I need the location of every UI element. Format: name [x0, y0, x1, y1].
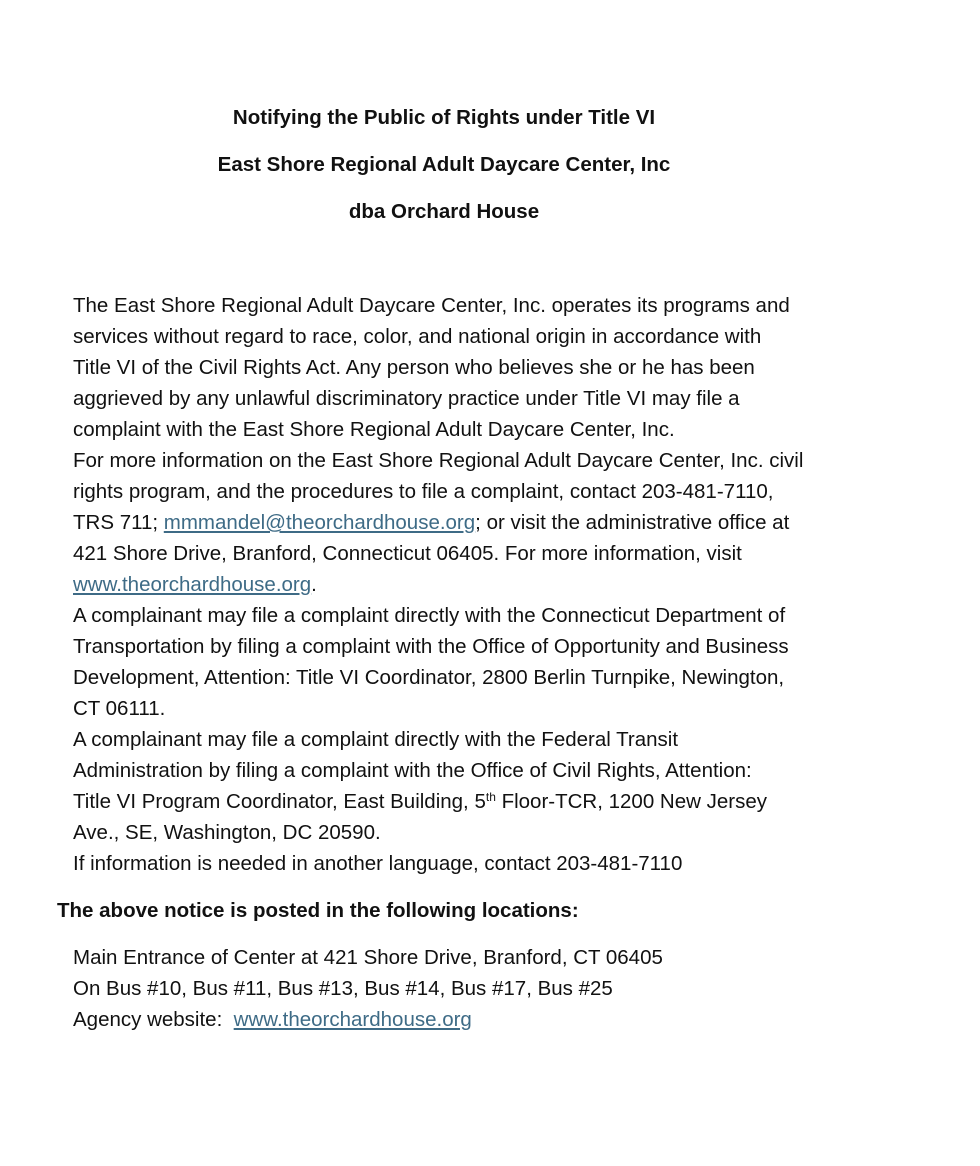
- text-segment: Floor-TCR, 1200 New Jersey: [495, 790, 768, 813]
- paragraph-line: CT 06111.: [73, 697, 166, 720]
- organization-name: East Shore Regional Adult Daycare Center, Inc: [217, 153, 671, 176]
- paragraph-line: Development, Attention: Title VI Coordinator, 2800 Berlin Turnpike, Newington,: [73, 666, 785, 689]
- document-title: Notifying the Public of Rights under Title VI: [232, 106, 656, 129]
- locations-heading: The above notice is posted in the following locations:: [57, 899, 579, 922]
- location-item: On Bus #10, Bus #11, Bus #13, Bus #14, Bus #17, Bus #25: [73, 977, 613, 1000]
- text-segment: Title VI Program Coordinator, East Building, 5: [73, 790, 486, 813]
- paragraph-line: Administration by filing a complaint with the Office of Civil Rights, Attention:: [73, 759, 752, 782]
- text-segment: Agency website:: [73, 1008, 234, 1031]
- text-segment: TRS 711;: [73, 511, 164, 534]
- paragraph-line: Transportation by filing a complaint with the Office of Opportunity and Business: [73, 635, 789, 658]
- notice-body: [73, 290, 903, 879]
- paragraph-line: If information is needed in another language, contact 203-481-7110: [73, 852, 683, 875]
- paragraph-line: Ave., SE, Washington, DC 20590.: [73, 821, 381, 844]
- text-segment: .: [311, 573, 317, 596]
- paragraph-line: rights program, and the procedures to file a complaint, contact 203-481-7110,: [73, 480, 774, 503]
- paragraph-line: [73, 786, 903, 817]
- agency-website-link[interactable]: www.theorchardhouse.org: [233, 1008, 472, 1031]
- paragraph-line: [73, 507, 903, 538]
- dba-name: dba Orchard House: [348, 200, 540, 223]
- email-link[interactable]: mmmandel@theorchardhouse.org: [163, 511, 476, 534]
- paragraph-line: A complainant may file a complaint directly with the Federal Transit: [73, 728, 679, 751]
- paragraph-line: The East Shore Regional Adult Daycare Center, Inc. operates its programs and: [73, 294, 790, 317]
- website-link[interactable]: www.theorchardhouse.org: [73, 573, 312, 596]
- ordinal-superscript: th: [485, 790, 496, 804]
- text-segment: ; or visit the administrative office at: [475, 511, 790, 534]
- locations-list: [73, 942, 663, 1035]
- paragraph-line: For more information on the East Shore Regional Adult Daycare Center, Inc. civil: [73, 449, 804, 472]
- location-item: [73, 1004, 663, 1035]
- paragraph-line: complaint with the East Shore Regional Adult Daycare Center, Inc.: [73, 418, 675, 441]
- paragraph-line: aggrieved by any unlawful discriminatory practice under Title VI may file a: [73, 387, 740, 410]
- paragraph-line: services without regard to race, color, and national origin in accordance with: [73, 325, 762, 348]
- location-item: Main Entrance of Center at 421 Shore Drive, Branford, CT 06405: [73, 946, 663, 969]
- paragraph-line: 421 Shore Drive, Branford, Connecticut 06405. For more information, visit: [73, 542, 742, 565]
- paragraph-line: [73, 569, 903, 600]
- paragraph-line: A complainant may file a complaint directly with the Connecticut Department of: [73, 604, 786, 627]
- paragraph-line: Title VI of the Civil Rights Act. Any person who believes she or he has been: [73, 356, 755, 379]
